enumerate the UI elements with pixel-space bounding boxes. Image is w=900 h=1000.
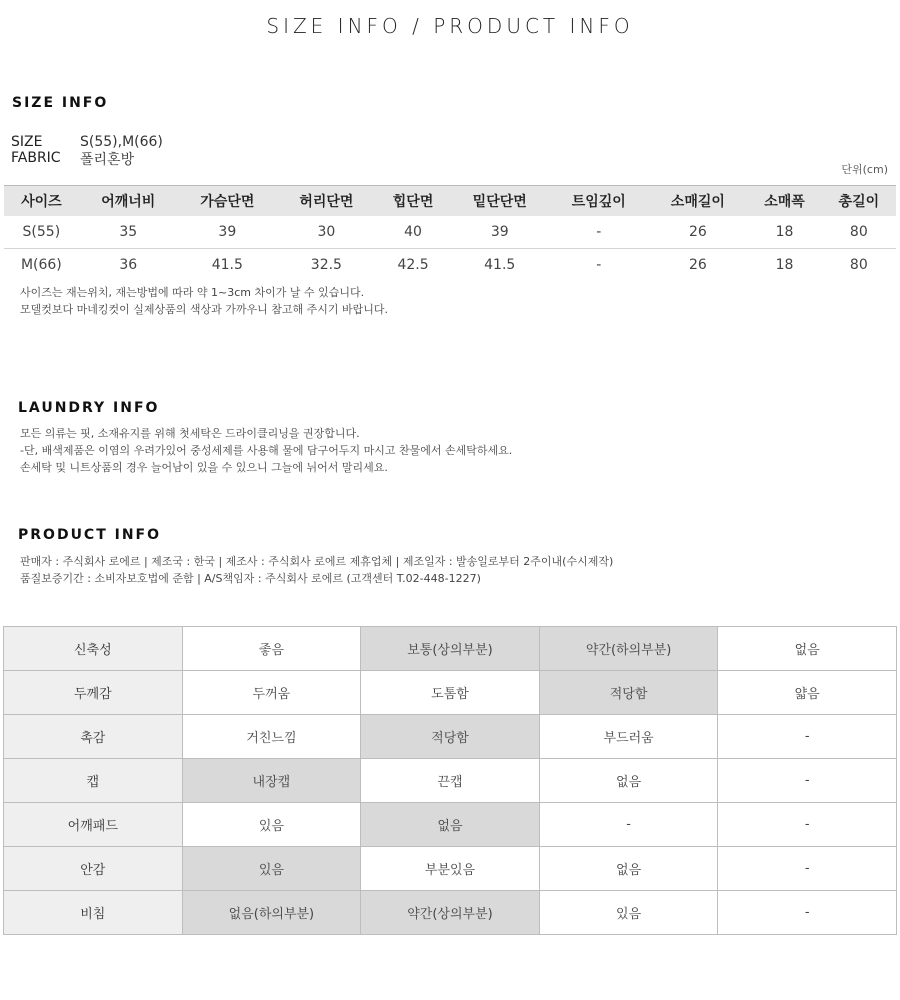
table-row [4,216,896,249]
table-cell: 26 [648,216,747,249]
attribute-option: 보통(상의부분) [361,627,540,671]
col-header: 소매폭 [747,186,821,217]
attribute-label: 신축성 [4,627,183,671]
table-cell: - [549,216,648,249]
product-info-heading: PRODUCT INFO [18,527,162,543]
attribute-label: 촉감 [4,715,183,759]
attribute-option: 내장캡 [182,759,361,803]
attribute-option: - [539,803,718,847]
attribute-row [4,671,897,715]
col-header: 어깨너비 [79,186,178,217]
attribute-option: - [718,759,897,803]
attribute-table [3,626,897,935]
product-note-line: 품질보증기간 : 소비자보호법에 준함 | A/S책임자 : 주식회사 로에르 (고객센터 T.02-448-1227) [20,572,481,585]
attribute-option: 약간(하의부분) [539,627,718,671]
col-header: 허리단면 [277,186,376,217]
attribute-label: 안감 [4,847,183,891]
fabric-label: FABRIC [11,150,61,166]
table-cell: 26 [688,257,707,273]
col-header: 소매길이 [648,186,747,217]
table-cell: 36 [119,257,138,273]
table-cell: 39 [178,216,277,249]
col-header: 밑단단면 [450,186,549,217]
attribute-option: - [718,847,897,891]
attribute-row [4,803,897,847]
attribute-label: 두께감 [4,671,183,715]
attribute-option: 있음 [539,891,718,935]
attribute-option: 끈캡 [361,759,540,803]
size-table-header-row [4,186,896,217]
attribute-option: 도톰함 [361,671,540,715]
attribute-row [4,759,897,803]
attribute-option: 없음 [718,627,897,671]
col-header: 힙단면 [376,186,450,217]
size-note-line: 모델컷보다 마네킹컷이 실제상품의 색상과 가까우니 참고해 주시기 바랍니다. [20,303,389,316]
laundry-note-line: -단, 배색제품은 이염의 우려가있어 중성세제를 사용해 물에 담구어두지 마시고 찬물에서 손세탁하세요. [20,444,513,457]
attribute-label: 어깨패드 [4,803,183,847]
attribute-option: 적당함 [361,715,540,759]
size-note-line: 사이즈는 재는위치, 재는방법에 따라 약 1~3cm 차이가 날 수 있습니다. [20,286,365,299]
table-cell: - [596,257,602,273]
attribute-option: 부드러움 [539,715,718,759]
table-cell: 18 [747,216,821,249]
fabric-value: 폴리혼방 [80,152,135,168]
size-info-heading: SIZE INFO [12,95,109,111]
attribute-row [4,627,897,671]
attribute-option: 얇음 [718,671,897,715]
col-header: 총길이 [822,186,896,217]
table-cell: M(66) [20,257,62,273]
table-cell: S(55) [4,216,79,249]
attribute-row [4,891,897,935]
laundry-notes [20,425,512,476]
attribute-option: 두꺼움 [182,671,361,715]
size-table [4,185,896,281]
table-cell: 18 [775,257,794,273]
table-cell: 35 [79,216,178,249]
size-value: S(55),M(66) [80,134,163,150]
table-cell: 41.5 [211,257,243,273]
table-cell: 30 [277,216,376,249]
attribute-option: 약간(상의부분) [361,891,540,935]
attribute-option: 없음(하의부분) [182,891,361,935]
table-cell: 39 [450,216,549,249]
attribute-option: 부분있음 [361,847,540,891]
size-notes [20,284,388,318]
attribute-row [4,847,897,891]
attribute-option: - [718,891,897,935]
attribute-option: 없음 [539,847,718,891]
laundry-note-line: 손세탁 및 니트상품의 경우 늘어남이 있을 수 있으니 그늘에 뉘어서 말리세요. [20,461,388,474]
attribute-option: 적당함 [539,671,718,715]
table-cell: 40 [376,216,450,249]
col-header: 트임깊이 [549,186,648,217]
attribute-label: 비침 [4,891,183,935]
size-label: SIZE [11,134,43,150]
attribute-option: 없음 [361,803,540,847]
table-cell: 41.5 [484,257,516,273]
attribute-option: 거친느낌 [182,715,361,759]
unit-label: 단위(cm) [841,163,888,176]
col-header: 사이즈 [4,186,79,217]
page-title: SIZE INFO / PRODUCT INFO [266,14,634,38]
table-cell: 32.5 [310,257,342,273]
col-header: 가슴단면 [178,186,277,217]
laundry-info-heading: LAUNDRY INFO [18,400,160,416]
attribute-label: 캡 [4,759,183,803]
table-row [4,249,896,282]
product-note-line: 판매자 : 주식회사 로에르 | 제조국 : 한국 | 제조사 : 주식회사 로에르 제휴업체 | 제조일자 : 발송일로부터 2주이내(수시제작) [20,555,614,568]
attribute-option: 있음 [182,847,361,891]
attribute-option: 없음 [539,759,718,803]
table-cell: 80 [822,216,896,249]
table-cell: 42.5 [397,257,429,273]
table-cell: 80 [849,257,868,273]
laundry-note-line: 모든 의류는 핏, 소재유지를 위해 첫세탁은 드라이클리닝을 권장합니다. [20,427,360,440]
attribute-option: - [718,803,897,847]
attribute-option: - [718,715,897,759]
attribute-option: 좋음 [182,627,361,671]
product-notes [20,553,613,587]
attribute-row [4,715,897,759]
attribute-option: 있음 [182,803,361,847]
